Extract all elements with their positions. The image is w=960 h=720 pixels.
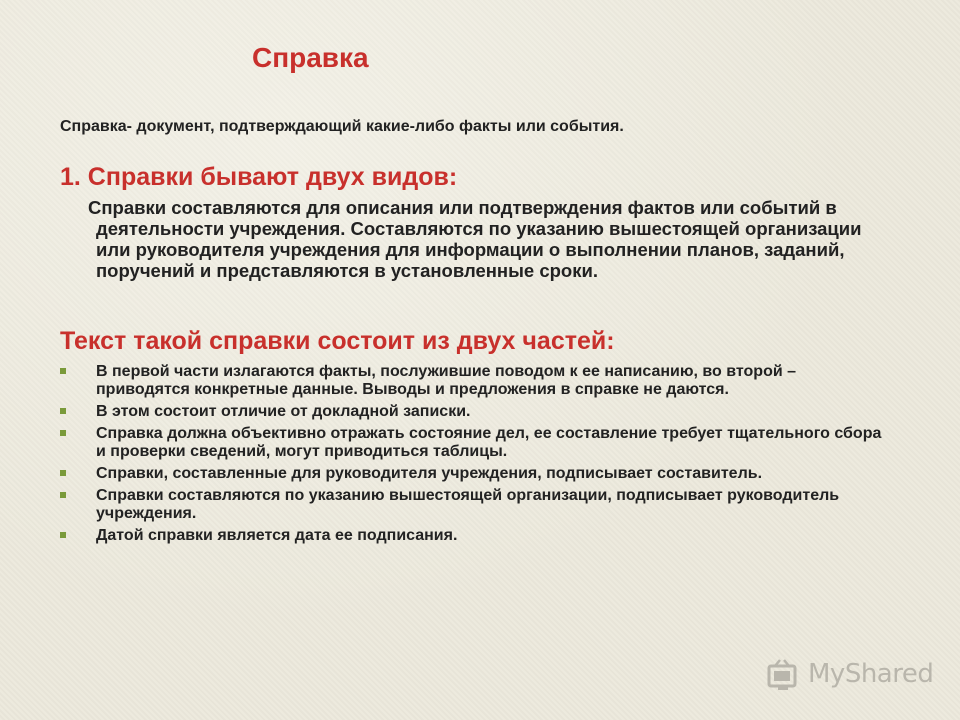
list-item-text: В первой части излагаются факты, послужившие поводом к ее написанию, во второй – приводятся конкретные данные. Выводы и предложения в справке не даются.	[96, 363, 797, 398]
list-item	[58, 403, 888, 421]
watermark-text: MyShared	[808, 659, 934, 689]
list-item	[58, 425, 888, 461]
bullet-list	[58, 363, 888, 549]
list-item	[58, 465, 888, 483]
bullet-square-icon	[60, 492, 66, 498]
section1-heading: 1. Справки бывают двух видов:	[60, 163, 458, 191]
myshared-logo-icon	[766, 657, 800, 691]
definition-text: Справка- документ, подтверждающий какие-либо факты или события.	[60, 118, 624, 135]
bullet-square-icon	[60, 430, 66, 436]
section1-body: Справки составляются для описания или подтверждения фактов или событий в деятельности учреждения. Составляются по указанию вышестоящей организации или руководителя учреждения для информации о выполнении планов, заданий, поручений и представляются в установленные сроки.	[88, 197, 862, 281]
list-item-text: Справка должна объективно отражать состояние дел, ее составление требует тщательного сбора и проверки сведений, могут приводиться таблицы.	[96, 425, 882, 460]
myshared-watermark	[766, 656, 933, 692]
bullet-square-icon	[60, 470, 66, 476]
slide-title: Справка	[252, 42, 369, 73]
list-item	[58, 487, 888, 523]
list-item-text: Датой справки является дата ее подписания.	[96, 527, 458, 544]
section2-heading: Текст такой справки состоит из двух частей:	[60, 327, 615, 355]
list-item-text: Справки составляются по указанию вышестоящей организации, подписывает руководитель учреждения.	[96, 487, 840, 522]
list-item-text: Справки, составленные для руководителя учреждения, подписывает составитель.	[96, 465, 763, 482]
list-item	[58, 527, 888, 545]
bullet-square-icon	[60, 532, 66, 538]
bullet-square-icon	[60, 368, 66, 374]
bullet-square-icon	[60, 408, 66, 414]
list-item-text: В этом состоит отличие от докладной записки.	[96, 403, 471, 420]
list-item	[58, 363, 888, 399]
